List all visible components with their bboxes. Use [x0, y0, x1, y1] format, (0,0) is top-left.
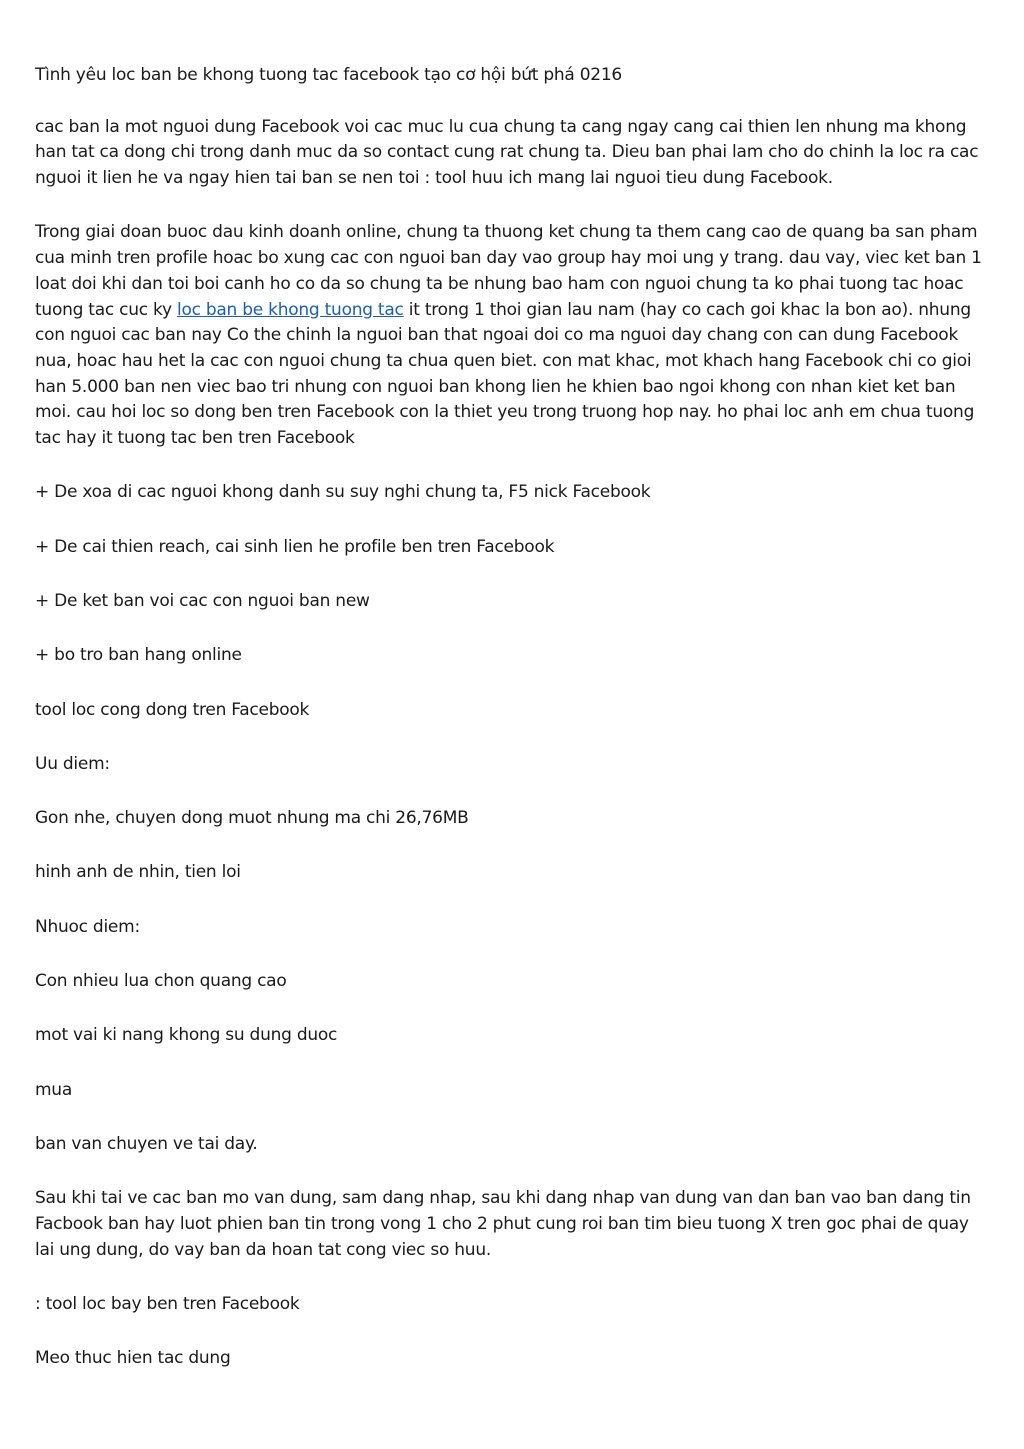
download-line: ban van chuyen ve tai day. [35, 1133, 258, 1154]
bullet-item: + De cai thien reach, cai sinh lien he profile ben tren Facebook [35, 536, 555, 557]
cons-heading: Nhuoc diem: [35, 916, 140, 937]
filter-friends-link[interactable]: loc ban be khong tuong tac [176, 299, 404, 320]
tool-heading: tool loc cong dong tren Facebook [35, 699, 310, 720]
paragraph-context-text-before: Trong giai doan buoc dau kinh doanh online, chung ta thuong ket chung ta them cang cao de quang ba san pham cua minh tren profile hoac bo xung cac con nguoi ban day vao group hay moi ung y trang. dau vay, viec ket ban 1 loat doi khi dan toi boi canh ho co da so chung ta be nhung bao ham con nguoi chung ta ko phai tuong tac hoac tuong tac cuc ky [35, 222, 982, 320]
bullet-item: + bo tro ban hang online [35, 645, 242, 666]
paragraph-instructions: Sau khi tai ve cac ban mo van dung, sam dang nhap, sau khi dang nhap van dung van dan ban vao ban dang tin Facbook ban hay luot phien ban tin trong vong 1 cho 2 phut cung roi ban tim bieu tuong X tren goc phai de quay lai ung dung, do vay ban da hoan tat cong viec so huu. [35, 1188, 971, 1260]
document-title: Tình yêu loc ban be khong tuong tac facebook tạo cơ hội bứt phá 0216 [35, 65, 622, 85]
buy-line: mua [35, 1079, 73, 1100]
pros-heading: Uu diem: [35, 753, 110, 774]
pro-item: Gon nhe, chuyen dong muot nhung ma chi 26,76MB [35, 808, 469, 829]
bullet-item: + De ket ban voi cac con nguoi ban new [35, 590, 370, 611]
con-item: mot vai ki nang khong su dung duoc [35, 1025, 338, 1046]
tips-heading: Meo thuc hien tac dung [35, 1348, 231, 1369]
con-item: Con nhieu lua chon quang cao [35, 971, 287, 991]
bullet-item: + De xoa di cac nguoi khong danh su suy nghi chung ta, F5 nick Facebook [35, 482, 651, 503]
paragraph-intro: cac ban la mot nguoi dung Facebook voi cac muc lu cua chung ta cang ngay cang cai thien len nhung ma khong han tat ca dong chi trong danh muc da so contact cung rat chung ta. Dieu ban phai lam cho do chinh la loc ra cac nguoi it lien he va ngay hien tai ban se nen toi : tool huu ich mang lai nguoi tieu dung Facebook. [35, 116, 979, 189]
pro-item: hinh anh de nhin, tien loi [35, 862, 241, 883]
tool-heading-2: : tool loc bay ben tren Facebook [35, 1293, 300, 1314]
paragraph-context [35, 220, 991, 451]
document-page [35, 63, 991, 1400]
paragraph-context-text-after: it trong 1 thoi gian lau nam (hay co cach goi khac la bon ao). nhung con nguoi cac ban nay Co the chinh la nguoi ban that ngoai doi co ma nguoi day chang con can dung Facebook nua, hoac hau het la cac con nguoi chung ta chua quen biet. con mat khac, mot khach hang Facebook chi co gioi han 5.000 ban nen viec bao tri nhung con nguoi ban khong lien he khien bao ngoi khong con nhan kiet ket ban moi. cau hoi loc so dong ben tren Facebook con la thiet yeu trong truong hop nay. ho phai loc anh em chua tuong tac hay it tuong tac ben tren Facebook [35, 299, 975, 449]
